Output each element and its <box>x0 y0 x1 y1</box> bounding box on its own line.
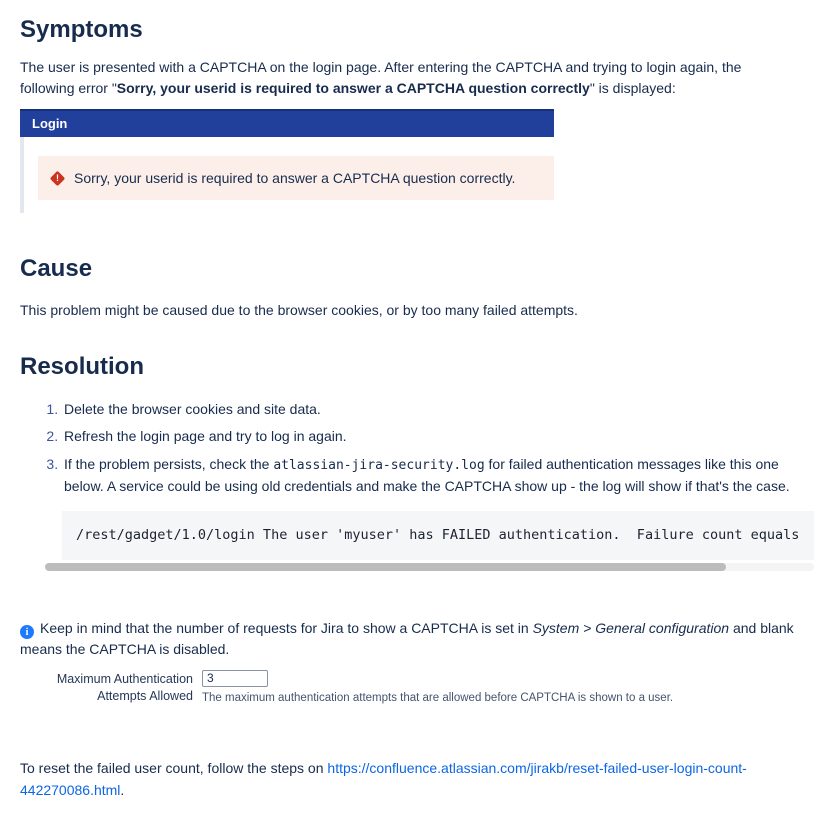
login-error-screenshot <box>20 109 554 213</box>
symptoms-heading: Symptoms <box>20 16 143 43</box>
captcha-error-alert <box>38 156 554 200</box>
step3-text-pre: If the problem persists, check the <box>64 455 274 472</box>
login-panel-body <box>20 137 554 213</box>
symptoms-text-pre: The user is presented with a CAPTCHA on the login page. After entering the CAPTCHA and trying to login again, the following error " <box>20 59 742 96</box>
info-icon: i <box>20 625 34 639</box>
symptoms-error-quote: Sorry, your userid is required to answer a CAPTCHA question correctly <box>116 79 590 96</box>
info-menu-path: System > General configuration <box>532 619 730 636</box>
max-attempts-form-screenshot <box>33 669 794 705</box>
log-code-line: /rest/gadget/1.0/login The user 'myuser' has FAILED authentication. Failure count equals <box>76 526 808 543</box>
symptoms-text-post: " is displayed: <box>589 79 676 96</box>
cause-heading: Cause <box>20 255 93 282</box>
info-text-post: and blank means the CAPTCHA is disabled. <box>20 619 794 657</box>
footer-text-post: . <box>120 781 125 798</box>
scrollbar-thumb[interactable] <box>45 563 726 571</box>
cause-paragraph: This problem might be caused due to the browser cookies, or by too many failed attempts. <box>20 302 578 318</box>
footer-text-pre: To reset the failed user count, follow the steps on <box>20 760 328 776</box>
login-panel-header: Login <box>20 111 554 137</box>
log-code-block <box>62 511 814 560</box>
resolution-steps-list <box>20 399 794 497</box>
max-attempts-help-text: The maximum authentication attempts that are allowed before CAPTCHA is shown to a user. <box>202 692 674 704</box>
code-horizontal-scrollbar[interactable] <box>45 563 814 571</box>
max-attempts-input[interactable] <box>202 670 268 687</box>
info-note <box>20 618 794 661</box>
error-diamond-icon: ! <box>50 170 66 186</box>
resolution-heading: Resolution <box>20 352 144 380</box>
max-attempts-field-group <box>202 669 673 705</box>
reset-count-paragraph <box>20 758 794 801</box>
resolution-step-1: 1. Delete the browser cookies and site data. <box>62 399 794 420</box>
reset-count-link[interactable]: https://confluence.atlassian.com/jirakb/reset-failed-user-login-count-442270086.html <box>20 760 747 798</box>
resolution-step-2: 2. Refresh the login page and try to log in again. <box>62 426 794 447</box>
symptoms-paragraph <box>20 57 794 98</box>
max-attempts-label-line1: Maximum Authentication <box>56 672 193 686</box>
captcha-error-message: Sorry, your userid is required to answer a CAPTCHA question correctly. <box>74 170 516 186</box>
max-attempts-label <box>33 669 193 705</box>
info-text-pre: Keep in mind that the number of requests for Jira to show a CAPTCHA is set in <box>40 619 533 636</box>
resolution-step-3 <box>62 454 794 497</box>
step3-text-post: for failed authentication messages like this one below. A service could be using old credentials and make the CAPTCHA show up - the log will show if that's the case. <box>64 455 790 494</box>
max-attempts-label-line2: Attempts Allowed <box>97 689 193 703</box>
log-filename-code: atlassian-jira-security.log <box>273 457 485 473</box>
